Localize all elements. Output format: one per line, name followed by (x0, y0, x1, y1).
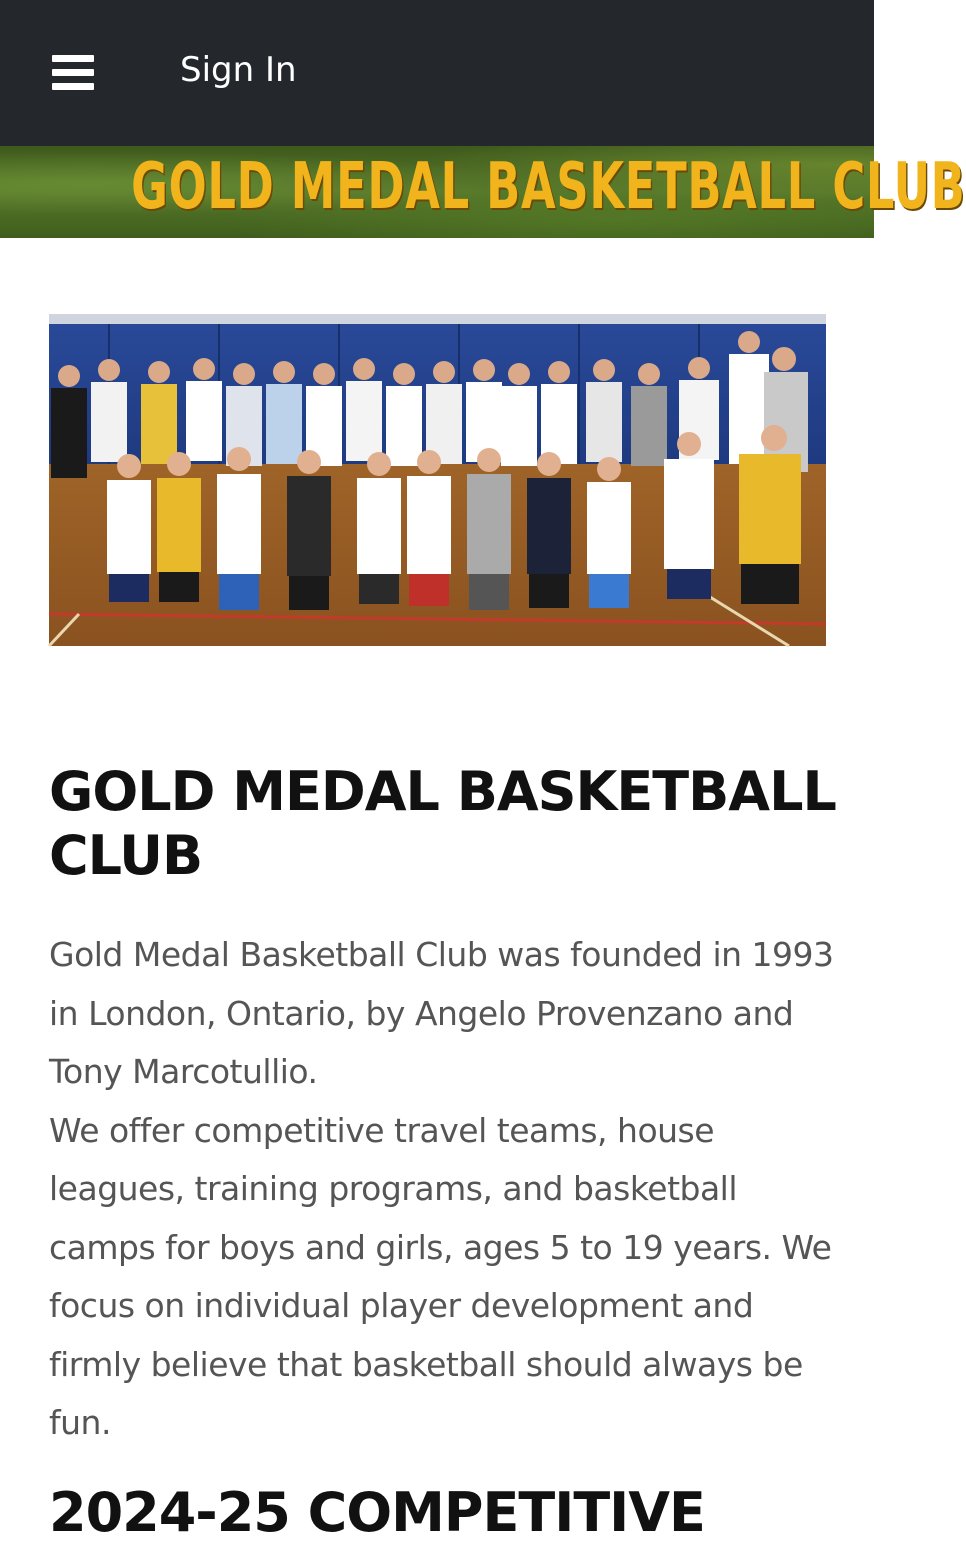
sign-in-link[interactable]: Sign In (180, 50, 297, 90)
programs-paragraph: We offer competitive travel teams, house leagues, training programs, and basketball camps for boys and girls, ages 5 to 19 years. We focus on individual player development and firmly believe that basketball should always be fun. (49, 1110, 832, 1442)
hamburger-menu-icon[interactable] (52, 55, 94, 91)
top-navigation-bar (0, 0, 874, 146)
main-content (49, 760, 839, 1453)
club-heading: GOLD MEDAL BASKETBALL CLUB (49, 760, 836, 887)
site-banner[interactable] (0, 146, 966, 238)
banner-title: GOLD MEDAL BASKETBALL CLUB (131, 150, 966, 224)
competitive-section-heading: 2024-25 COMPETITIVE (49, 1481, 705, 1544)
team-group-photo (49, 314, 826, 646)
founding-paragraph: Gold Medal Basketball Club was founded in 1993 in London, Ontario, by Angelo Provenzano and Tony Marcotullio. (49, 935, 834, 1091)
